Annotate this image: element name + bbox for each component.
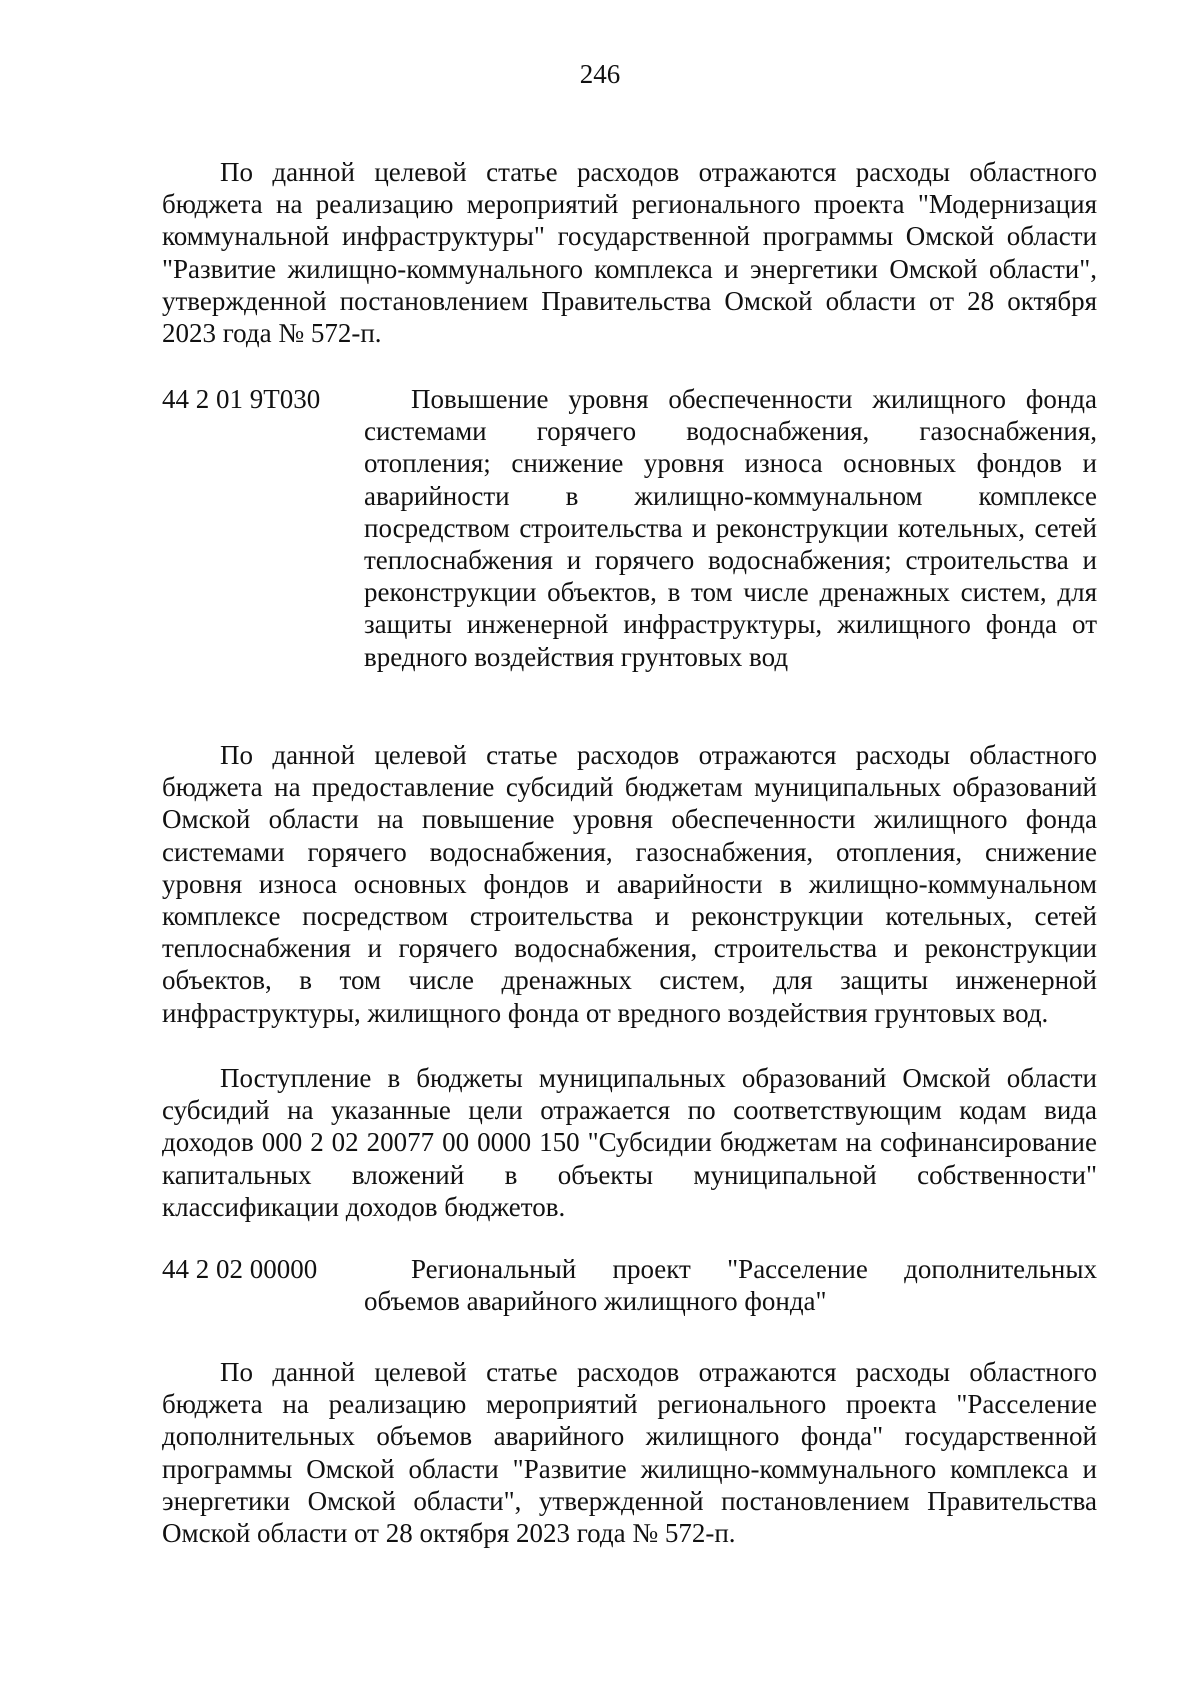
page-number: 246 bbox=[579, 59, 621, 89]
entry-description: Повышение уровня обеспеченности жилищного фонда системами горячего водоснабжения, газоснабжения, отопления; снижение уровня износа основных фондов и аварийности в жилищно-коммунальном комплексе посредством строительства и реконструкции котельных, сетей теплоснабжения и горячего водоснабжения; строительства и реконструкции объектов, в том числе дренажных систем, для защиты инженерной инфраструктуры, жилищного фонда от вредного воздействия грунтовых вод bbox=[364, 384, 1097, 672]
paragraph-project-resettlement: По данной целевой статье расходов отражаются расходы областного бюджета на реализацию мероприятий регионального проекта "Расселение дополнительных объемов аварийного жилищного фонда" государственной программы Омской области "Развитие жилищно-коммунального комплекса и энергетики Омской области", утвержденной постановлением Правительства Омской области от 28 октября 2023 года № 572-п. bbox=[162, 1357, 1097, 1549]
classification-entry-9t030 bbox=[162, 383, 1097, 673]
entry-code: 44 2 02 00000 bbox=[162, 1254, 318, 1284]
entry-description: Региональный проект "Расселение дополнительных объемов аварийного жилищного фонда" bbox=[364, 1254, 1097, 1317]
entry-code: 44 2 01 9Т030 bbox=[162, 384, 321, 414]
paragraph-project-modernization: По данной целевой статье расходов отражаются расходы областного бюджета на реализацию мероприятий регионального проекта "Модернизация коммунальной инфраструктуры" государственной программы Омской области "Развитие жилищно-коммунального комплекса и энергетики Омской области", утвержденной постановлением Правительства Омской области от 28 октября 2023 года № 572-п. bbox=[162, 157, 1097, 349]
paragraph-subsidies-description: По данной целевой статье расходов отражаются расходы областного бюджета на предоставление субсидий бюджетам муниципальных образований Омской области на повышение уровня обеспеченности жилищного фонда системами горячего водоснабжения, газоснабжения, отопления, снижение уровня износа основных фондов и аварийности в жилищно-коммунальном комплексе посредством строительства и реконструкции котельных, сетей теплоснабжения и горячего водоснабжения, строительства и реконструкции объектов, в том числе дренажных систем, для защиты инженерной инфраструктуры, жилищного фонда от вредного воздействия грунтовых вод. bbox=[162, 740, 1097, 1028]
paragraph-income-codes: Поступление в бюджеты муниципальных образований Омской области субсидий на указанные цели отражается по соответствующим кодам вида доходов 000 2 02 20077 00 0000 150 "Субсидии бюджетам на софинансирование капитальных вложений в объекты муниципальной собственности" классификации доходов бюджетов. bbox=[162, 1063, 1097, 1222]
classification-entry-02-00000 bbox=[162, 1253, 1097, 1317]
